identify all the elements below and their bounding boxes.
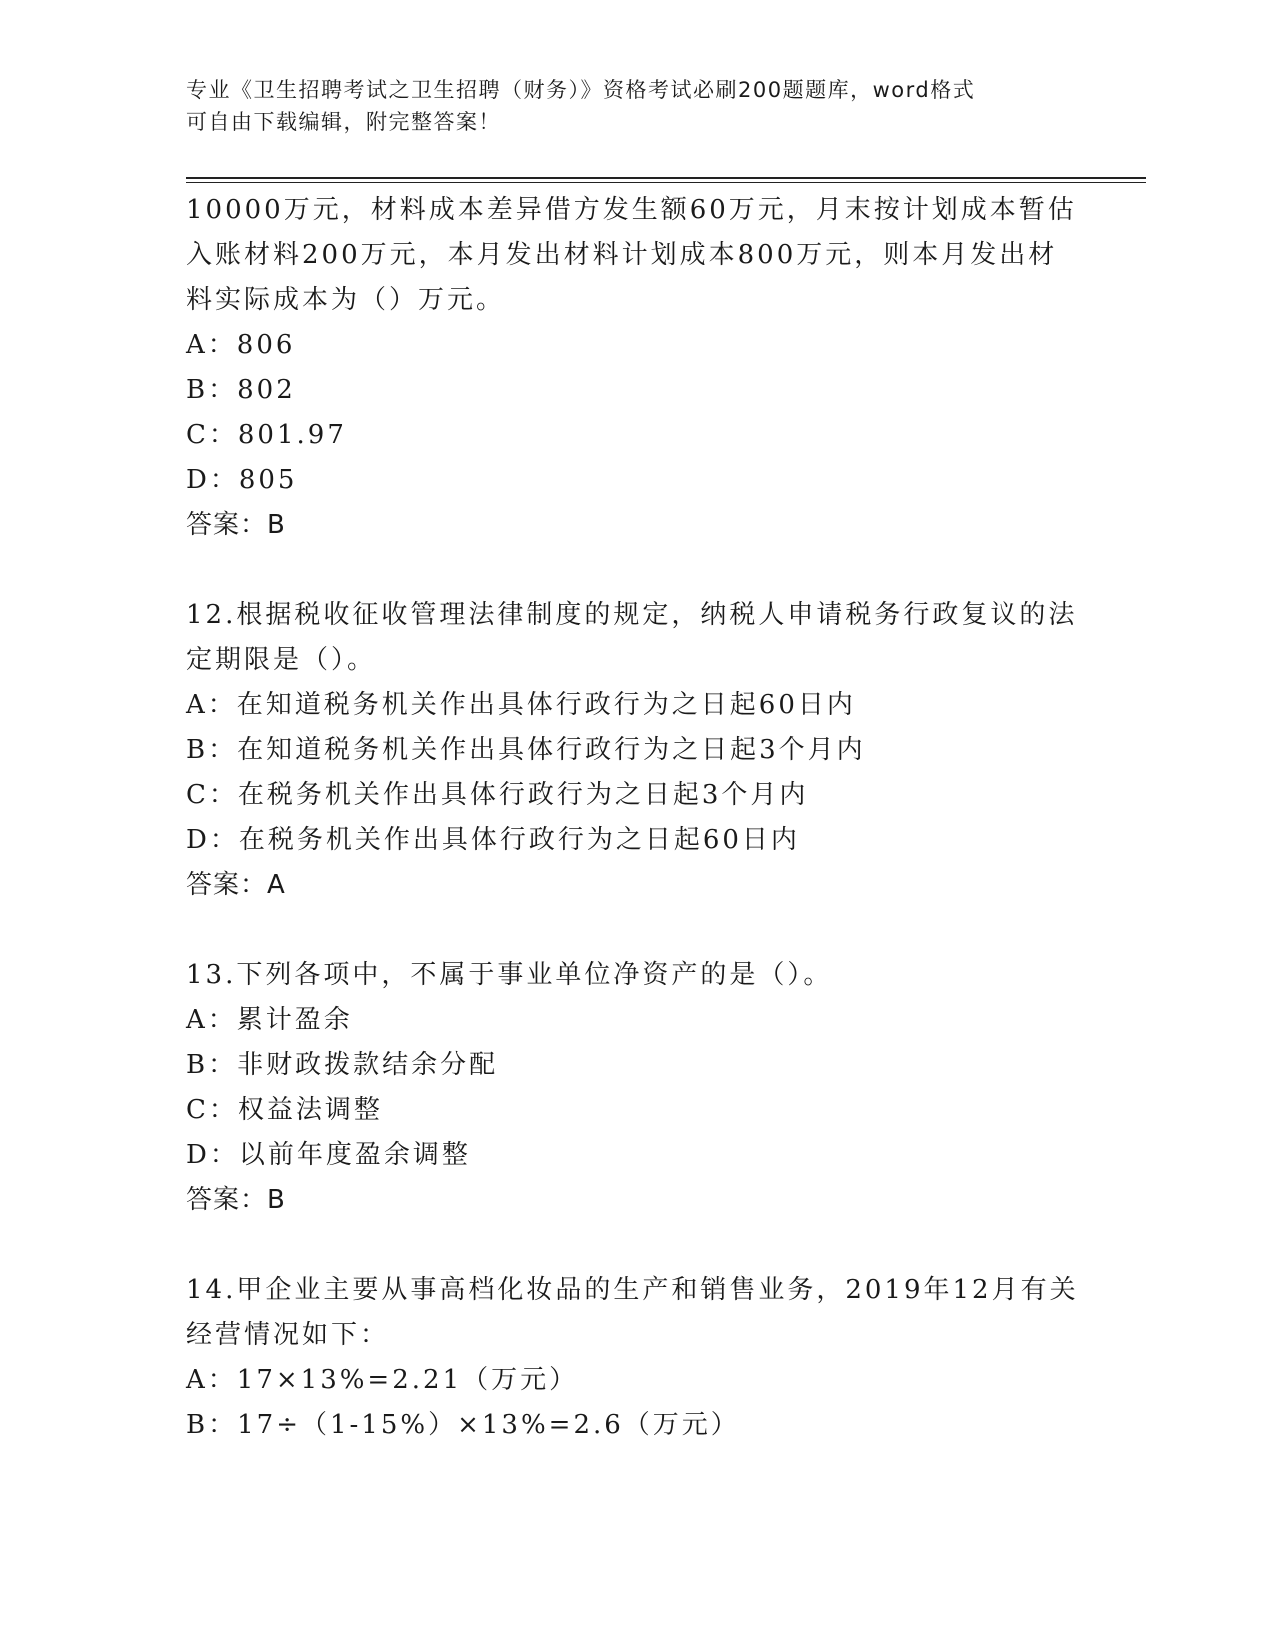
question-text: 定期限是（）。: [186, 645, 377, 675]
document-header: [186, 74, 1086, 138]
option-c: C：在税务机关作出具体行政行为之日起3个月内: [186, 780, 809, 810]
option-b: B：17÷（1-15%）×13%=2.6（万元）: [186, 1410, 740, 1440]
spacer: [186, 548, 1086, 593]
option-b: B：在知道税务机关作出具体行政行为之日起3个月内: [186, 735, 866, 765]
option-b: B：802: [186, 375, 296, 405]
question-12: [186, 593, 1086, 908]
header-rule-thick: [186, 177, 1146, 179]
question-11: [186, 188, 1086, 548]
question-text: 13.下列各项中，不属于事业单位净资产的是（）。: [186, 960, 833, 990]
question-text: 经营情况如下：: [186, 1320, 390, 1350]
option-d: D：805: [186, 465, 298, 495]
option-d: D：以前年度盈余调整: [186, 1140, 471, 1170]
option-a: A：累计盈余: [186, 1005, 353, 1035]
header-line-1: 专业《卫生招聘考试之卫生招聘（财务）》资格考试必刷200题题库，word格式: [186, 78, 976, 102]
option-d: D：在税务机关作出具体行政行为之日起60日内: [186, 825, 800, 855]
question-text: 入账材料200万元，本月发出材料计划成本800万元，则本月发出材: [186, 240, 1058, 270]
spacer: [186, 908, 1086, 953]
question-list: [186, 188, 1086, 1448]
option-c: C：权益法调整: [186, 1095, 383, 1125]
option-a: A：806: [186, 330, 296, 360]
header-line-2: 可自由下载编辑，附完整答案！: [186, 110, 501, 134]
answer: 答案：B: [186, 510, 286, 540]
question-text: 10000万元，材料成本差异借方发生额60万元，月末按计划成本暂估: [186, 195, 1077, 225]
question-text: 料实际成本为（）万元。: [186, 285, 506, 315]
question-text: 12.根据税收征收管理法律制度的规定，纳税人申请税务行政复议的法: [186, 600, 1078, 630]
question-text: 14.甲企业主要从事高档化妆品的生产和销售业务，2019年12月有关: [186, 1275, 1079, 1305]
answer: 答案：A: [186, 870, 286, 900]
question-13: [186, 953, 1086, 1223]
answer: 答案：B: [186, 1185, 286, 1215]
option-c: C：801.97: [186, 420, 347, 450]
question-14: [186, 1268, 1086, 1448]
option-a: A：在知道税务机关作出具体行政行为之日起60日内: [186, 690, 856, 720]
option-a: A：17×13%=2.21（万元）: [186, 1365, 579, 1395]
option-b: B：非财政拨款结余分配: [186, 1050, 499, 1080]
spacer: [186, 1223, 1086, 1268]
header-rule-thin: [186, 182, 1146, 183]
